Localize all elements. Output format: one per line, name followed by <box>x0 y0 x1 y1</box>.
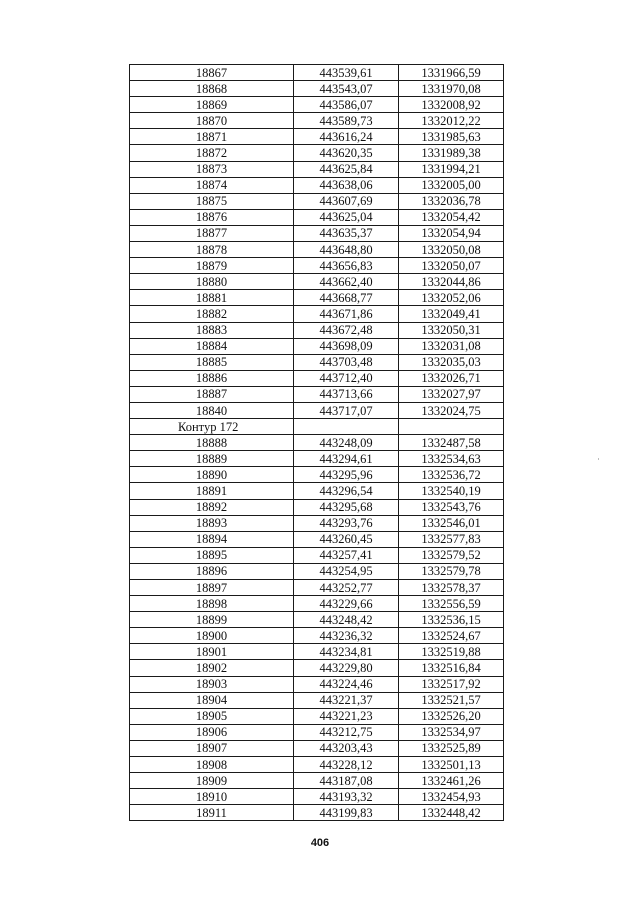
table-row <box>130 386 504 402</box>
x-coordinate-cell: 443698,09 <box>294 338 399 354</box>
table-row <box>130 451 504 467</box>
x-coordinate-cell: 443228,12 <box>294 757 399 773</box>
y-coordinate-cell: 1332044,86 <box>399 274 504 290</box>
y-coordinate-cell: 1332027,97 <box>399 386 504 402</box>
x-coordinate-cell: 443668,77 <box>294 290 399 306</box>
table-row <box>130 258 504 274</box>
point-number-cell: 18885 <box>130 354 294 370</box>
point-number-cell: 18903 <box>130 676 294 692</box>
x-coordinate-cell: 443293,76 <box>294 515 399 531</box>
table-row <box>130 596 504 612</box>
x-coordinate-cell: 443203,43 <box>294 740 399 756</box>
table-row <box>130 724 504 740</box>
y-coordinate-cell: 1332461,26 <box>399 773 504 789</box>
x-coordinate-cell: 443224,46 <box>294 676 399 692</box>
x-coordinate-cell: 443248,09 <box>294 435 399 451</box>
x-coordinate-cell: 443254,95 <box>294 563 399 579</box>
table-row <box>130 242 504 258</box>
table-row <box>130 708 504 724</box>
x-coordinate-cell: 443229,80 <box>294 660 399 676</box>
point-number-cell: 18888 <box>130 435 294 451</box>
x-coordinate-cell: 443607,69 <box>294 193 399 209</box>
point-number-cell: 18897 <box>130 580 294 596</box>
x-coordinate-cell: 443703,48 <box>294 354 399 370</box>
table-row <box>130 499 504 515</box>
table-row <box>130 580 504 596</box>
x-coordinate-cell: 443193,32 <box>294 789 399 805</box>
x-coordinate-cell: 443229,66 <box>294 596 399 612</box>
y-coordinate-cell: 1332578,37 <box>399 580 504 596</box>
y-coordinate-cell: 1332054,94 <box>399 225 504 241</box>
table-row <box>130 757 504 773</box>
y-coordinate-cell: 1332516,84 <box>399 660 504 676</box>
x-coordinate-cell: 443543,07 <box>294 81 399 97</box>
table-row <box>130 306 504 322</box>
y-coordinate-cell: 1331994,21 <box>399 161 504 177</box>
x-coordinate-cell: 443589,73 <box>294 113 399 129</box>
y-coordinate-cell: 1332534,63 <box>399 451 504 467</box>
y-coordinate-cell: 1332052,06 <box>399 290 504 306</box>
point-number-cell: 18884 <box>130 338 294 354</box>
section-label: Контур 172 <box>130 419 294 435</box>
point-number-cell: 18908 <box>130 757 294 773</box>
x-coordinate-cell: 443712,40 <box>294 370 399 386</box>
y-coordinate-cell: 1332024,75 <box>399 402 504 418</box>
y-coordinate-cell: 1332448,42 <box>399 805 504 821</box>
x-coordinate-cell: 443248,42 <box>294 612 399 628</box>
x-coordinate-cell: 443625,04 <box>294 209 399 225</box>
x-coordinate-cell: 443638,06 <box>294 177 399 193</box>
point-number-cell: 18871 <box>130 129 294 145</box>
point-number-cell: 18869 <box>130 97 294 113</box>
point-number-cell: 18868 <box>130 81 294 97</box>
y-coordinate-cell: 1332543,76 <box>399 499 504 515</box>
x-coordinate-cell: 443671,86 <box>294 306 399 322</box>
table-row <box>130 290 504 306</box>
point-number-cell: 18905 <box>130 708 294 724</box>
point-number-cell: 18873 <box>130 161 294 177</box>
y-coordinate-cell: 1332577,83 <box>399 531 504 547</box>
table-row <box>130 531 504 547</box>
point-number-cell: 18896 <box>130 563 294 579</box>
y-coordinate-cell: 1332534,97 <box>399 724 504 740</box>
table-row <box>130 515 504 531</box>
table-row <box>130 789 504 805</box>
y-coordinate-cell: 1332546,01 <box>399 515 504 531</box>
x-coordinate-cell: 443648,80 <box>294 242 399 258</box>
table-row <box>130 193 504 209</box>
table-row <box>130 145 504 161</box>
y-coordinate-cell: 1332556,59 <box>399 596 504 612</box>
x-coordinate-cell: 443296,54 <box>294 483 399 499</box>
y-coordinate-cell: 1332517,92 <box>399 676 504 692</box>
table-row <box>130 81 504 97</box>
table-row <box>130 628 504 644</box>
point-number-cell: 18876 <box>130 209 294 225</box>
x-coordinate-cell: 443656,83 <box>294 258 399 274</box>
table-row <box>130 274 504 290</box>
x-coordinate-cell: 443236,32 <box>294 628 399 644</box>
point-number-cell: 18907 <box>130 740 294 756</box>
y-coordinate-cell: 1332050,31 <box>399 322 504 338</box>
y-coordinate-cell: 1332050,08 <box>399 242 504 258</box>
table-row <box>130 435 504 451</box>
table-row <box>130 563 504 579</box>
table-row <box>130 225 504 241</box>
x-coordinate-cell: 443539,61 <box>294 65 399 81</box>
point-number-cell: 18904 <box>130 692 294 708</box>
y-coordinate-cell: 1332524,67 <box>399 628 504 644</box>
x-coordinate-cell: 443662,40 <box>294 274 399 290</box>
table-row <box>130 97 504 113</box>
table-row <box>130 322 504 338</box>
y-coordinate-cell: 1332012,22 <box>399 113 504 129</box>
x-coordinate-cell: 443234,81 <box>294 644 399 660</box>
point-number-cell: 18906 <box>130 724 294 740</box>
x-coordinate-cell: 443257,41 <box>294 547 399 563</box>
point-number-cell: 18890 <box>130 467 294 483</box>
point-number-cell: 18840 <box>130 402 294 418</box>
point-number-cell: 18870 <box>130 113 294 129</box>
empty-cell <box>399 419 504 435</box>
y-coordinate-cell: 1332521,57 <box>399 692 504 708</box>
point-number-cell: 18901 <box>130 644 294 660</box>
x-coordinate-cell: 443294,61 <box>294 451 399 467</box>
y-coordinate-cell: 1332049,41 <box>399 306 504 322</box>
x-coordinate-cell: 443252,77 <box>294 580 399 596</box>
point-number-cell: 18886 <box>130 370 294 386</box>
y-coordinate-cell: 1332526,20 <box>399 708 504 724</box>
table-row <box>130 129 504 145</box>
point-number-cell: 18878 <box>130 242 294 258</box>
x-coordinate-cell: 443635,37 <box>294 225 399 241</box>
point-number-cell: 18895 <box>130 547 294 563</box>
y-coordinate-cell: 1332050,07 <box>399 258 504 274</box>
y-coordinate-cell: 1331985,63 <box>399 129 504 145</box>
x-coordinate-cell: 443717,07 <box>294 402 399 418</box>
y-coordinate-cell: 1332054,42 <box>399 209 504 225</box>
point-number-cell: 18889 <box>130 451 294 467</box>
y-coordinate-cell: 1332454,93 <box>399 789 504 805</box>
table-row <box>130 660 504 676</box>
table-row <box>130 644 504 660</box>
table-row <box>130 65 504 81</box>
point-number-cell: 18899 <box>130 612 294 628</box>
point-number-cell: 18867 <box>130 65 294 81</box>
point-number-cell: 18887 <box>130 386 294 402</box>
x-coordinate-cell: 443620,35 <box>294 145 399 161</box>
table-row <box>130 370 504 386</box>
y-coordinate-cell: 1331989,38 <box>399 145 504 161</box>
table-row <box>130 467 504 483</box>
x-coordinate-cell: 443672,48 <box>294 322 399 338</box>
point-number-cell: 18894 <box>130 531 294 547</box>
y-coordinate-cell: 1332579,78 <box>399 563 504 579</box>
point-number-cell: 18898 <box>130 596 294 612</box>
y-coordinate-cell: 1332008,92 <box>399 97 504 113</box>
y-coordinate-cell: 1332536,15 <box>399 612 504 628</box>
table-row <box>130 338 504 354</box>
y-coordinate-cell: 1332579,52 <box>399 547 504 563</box>
x-coordinate-cell: 443625,84 <box>294 161 399 177</box>
x-coordinate-cell: 443295,68 <box>294 499 399 515</box>
x-coordinate-cell: 443212,75 <box>294 724 399 740</box>
point-number-cell: 18879 <box>130 258 294 274</box>
x-coordinate-cell: 443295,96 <box>294 467 399 483</box>
point-number-cell: 18892 <box>130 499 294 515</box>
table-row <box>130 483 504 499</box>
y-coordinate-cell: 1332487,58 <box>399 435 504 451</box>
x-coordinate-cell: 443713,66 <box>294 386 399 402</box>
coordinates-table-body <box>130 65 504 821</box>
point-number-cell: 18874 <box>130 177 294 193</box>
point-number-cell: 18877 <box>130 225 294 241</box>
x-coordinate-cell: 443586,07 <box>294 97 399 113</box>
x-coordinate-cell: 443187,08 <box>294 773 399 789</box>
point-number-cell: 18900 <box>130 628 294 644</box>
table-row <box>130 354 504 370</box>
x-coordinate-cell: 443221,37 <box>294 692 399 708</box>
point-number-cell: 18883 <box>130 322 294 338</box>
point-number-cell: 18880 <box>130 274 294 290</box>
table-row <box>130 161 504 177</box>
table-row <box>130 773 504 789</box>
point-number-cell: 18893 <box>130 515 294 531</box>
y-coordinate-cell: 1332519,88 <box>399 644 504 660</box>
point-number-cell: 18875 <box>130 193 294 209</box>
y-coordinate-cell: 1332540,19 <box>399 483 504 499</box>
y-coordinate-cell: 1332501,13 <box>399 757 504 773</box>
y-coordinate-cell: 1332005,00 <box>399 177 504 193</box>
y-coordinate-cell: 1332035,03 <box>399 354 504 370</box>
table-row <box>130 692 504 708</box>
point-number-cell: 18891 <box>130 483 294 499</box>
section-header-row <box>130 419 504 435</box>
empty-cell <box>294 419 399 435</box>
point-number-cell: 18902 <box>130 660 294 676</box>
point-number-cell: 18911 <box>130 805 294 821</box>
coordinates-table <box>129 64 504 821</box>
y-coordinate-cell: 1331966,59 <box>399 65 504 81</box>
point-number-cell: 18881 <box>130 290 294 306</box>
point-number-cell: 18909 <box>130 773 294 789</box>
table-row <box>130 402 504 418</box>
x-coordinate-cell: 443260,45 <box>294 531 399 547</box>
x-coordinate-cell: 443616,24 <box>294 129 399 145</box>
table-row <box>130 805 504 821</box>
y-coordinate-cell: 1332525,89 <box>399 740 504 756</box>
table-row <box>130 177 504 193</box>
x-coordinate-cell: 443199,83 <box>294 805 399 821</box>
table-row <box>130 612 504 628</box>
table-row <box>130 547 504 563</box>
point-number-cell: 18882 <box>130 306 294 322</box>
y-coordinate-cell: 1332536,72 <box>399 467 504 483</box>
table-row <box>130 113 504 129</box>
y-coordinate-cell: 1332036,78 <box>399 193 504 209</box>
table-row <box>130 209 504 225</box>
page-number: 406 <box>310 837 330 849</box>
table-row <box>130 740 504 756</box>
table-row <box>130 676 504 692</box>
y-coordinate-cell: 1332026,71 <box>399 370 504 386</box>
y-coordinate-cell: 1331970,08 <box>399 81 504 97</box>
scan-speck <box>598 458 599 460</box>
y-coordinate-cell: 1332031,08 <box>399 338 504 354</box>
point-number-cell: 18910 <box>130 789 294 805</box>
point-number-cell: 18872 <box>130 145 294 161</box>
x-coordinate-cell: 443221,23 <box>294 708 399 724</box>
